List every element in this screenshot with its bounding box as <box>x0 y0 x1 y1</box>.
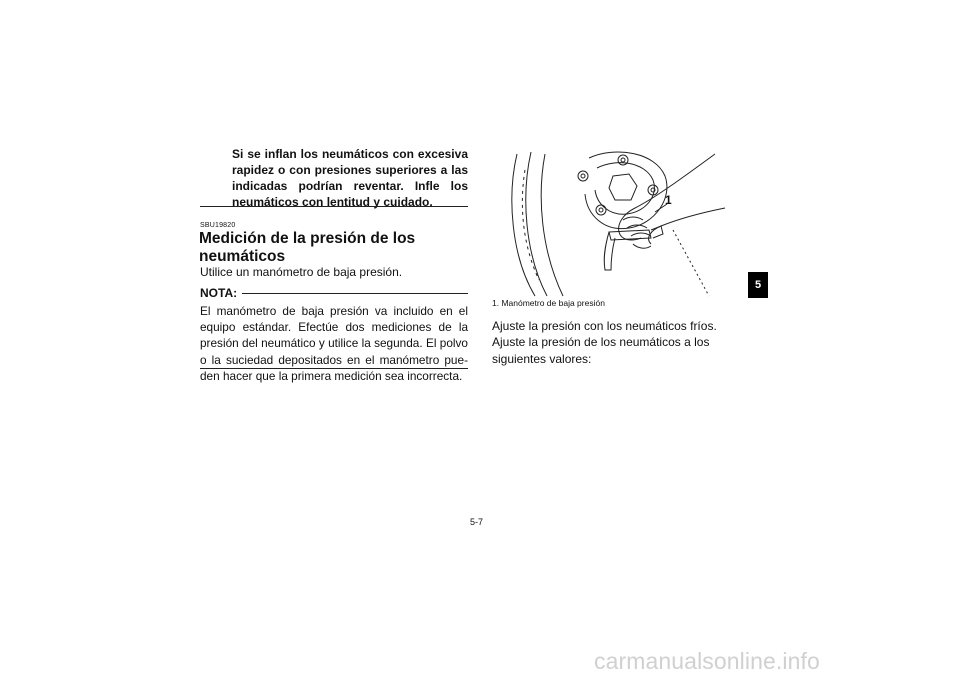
watermark: carmanualsonline.info <box>594 648 820 674</box>
intro-text: Utilice un manómetro de baja presión. <box>200 265 403 279</box>
note-bottom-rule <box>200 368 468 369</box>
note-text: El manómetro de baja presión va incluido en el equipo estándar. Efectúe dos mediciones de la presión del neumático y utilice la segunda. El polvo o la suciedad depositados en el manómetro pueden hacer que la primera medición sea incorrecta. <box>200 304 468 383</box>
warning-divider <box>200 206 468 207</box>
warning-text: Si se inflan los neumáticos con excesiva rapidez o con presiones superiores a las indicadas podrían reventar. Infle los neumáticos con lentitud y cuidado. <box>232 147 468 209</box>
note-label: NOTA: <box>200 286 238 300</box>
page-number: 5-7 <box>470 517 484 527</box>
figure-caption: 1. Manómetro de baja presión <box>492 298 605 308</box>
section-title: Medición de la presión de los neumáticos <box>199 230 416 265</box>
figure-callout: 1 <box>665 193 672 207</box>
right-column-text: Ajuste la presión con los neumáticos fríos. Ajuste la presión de los neumáticos a los siguientes valores: <box>492 319 717 366</box>
chapter-tab: 5 <box>748 272 768 298</box>
section-code: SBU19820 <box>200 222 236 229</box>
note-top-rule <box>242 293 468 294</box>
tire-pressure-gauge-illustration <box>505 146 745 298</box>
